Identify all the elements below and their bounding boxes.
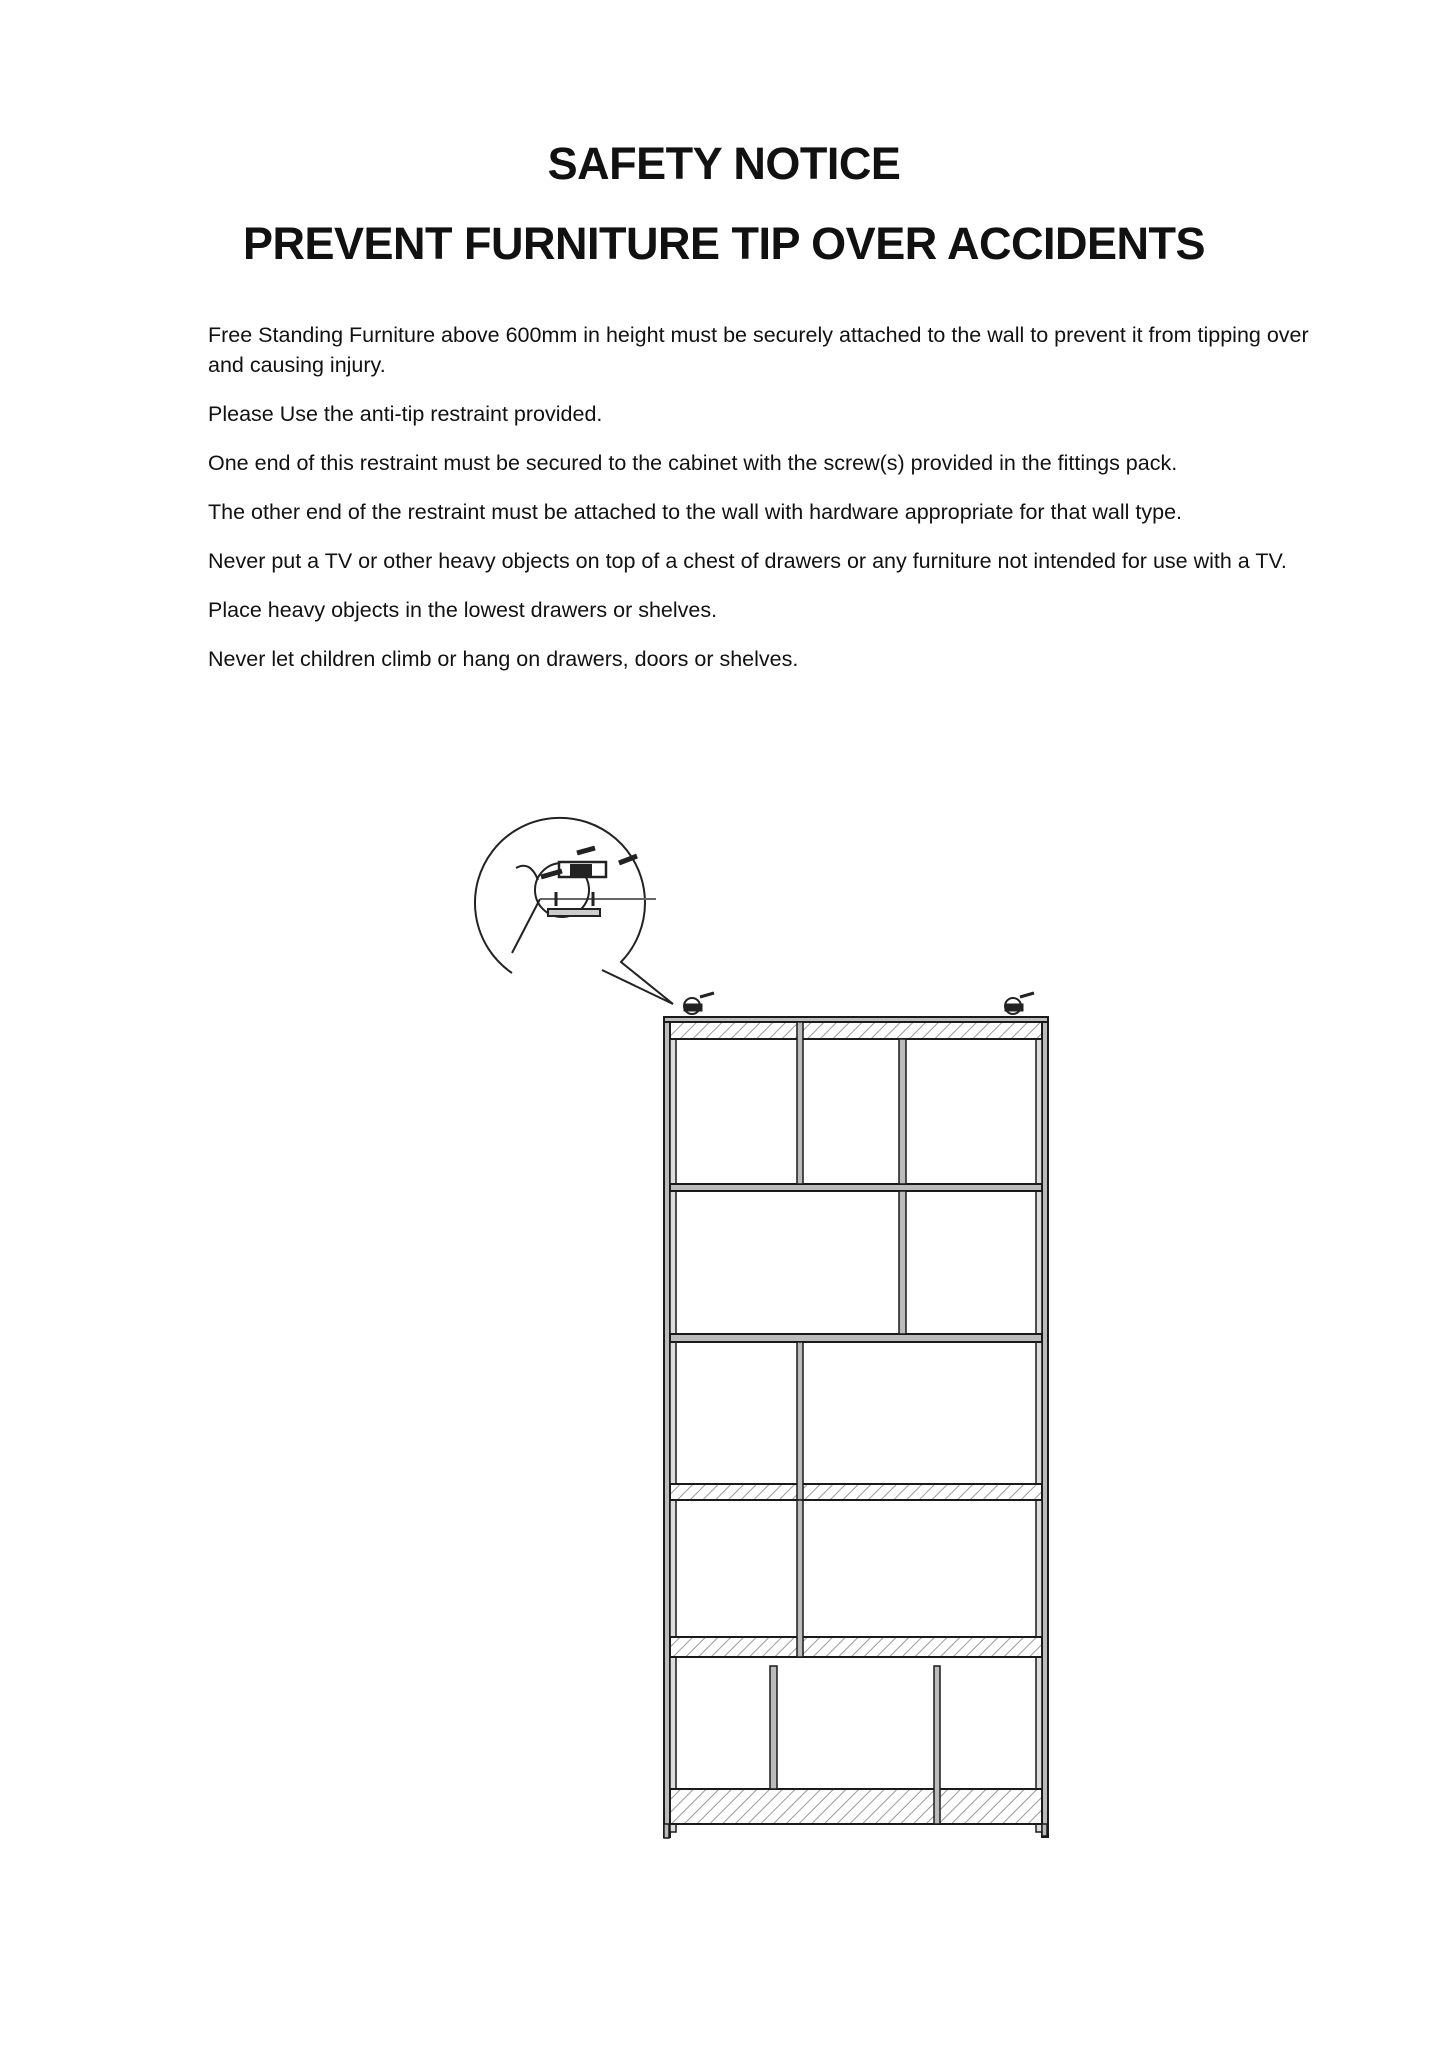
instruction-paragraph: One end of this restraint must be secured to the cabinet with the screw(s) provided in the fittings pack. [208,451,1178,475]
divider [797,1022,803,1184]
bookshelf-feet [664,1824,1047,1838]
shelf [670,1789,1042,1824]
divider [899,1039,906,1184]
restraint-left-icon [684,993,714,1014]
shelf-boards [670,1184,1042,1824]
shelf [670,1334,1042,1342]
instruction-paragraph: Free Standing Furniture above 600mm in height must be securely attached to the wall to prevent it from tipping over and causing injury. [208,323,1309,377]
divider [770,1666,777,1789]
restraint-detail-callout [475,818,673,1004]
restraint-right-icon [1005,993,1034,1014]
instruction-paragraph: Never let children climb or hang on drawers, doors or shelves. [208,647,799,671]
divider [797,1500,803,1657]
shelf [670,1637,1042,1657]
bookshelf-frame [664,1017,1048,1837]
page-title: SAFETY NOTICE [547,138,901,189]
shelf [670,1184,1042,1191]
instruction-paragraph: Never put a TV or other heavy objects on top of a chest of drawers or any furniture not intended for use with a TV. [208,549,1287,573]
instruction-paragraph: Place heavy objects in the lowest drawers or shelves. [208,598,718,622]
instruction-paragraph: Please Use the anti-tip restraint provided. [208,402,603,426]
shelf [670,1484,1042,1500]
instruction-paragraph: The other end of the restraint must be attached to the wall with hardware appropriate for that wall type. [208,500,1183,524]
divider [797,1342,803,1500]
shelf-dividers [770,1022,940,1824]
divider [934,1666,940,1824]
page-subtitle: PREVENT FURNITURE TIP OVER ACCIDENTS [242,218,1206,269]
divider [899,1191,906,1334]
